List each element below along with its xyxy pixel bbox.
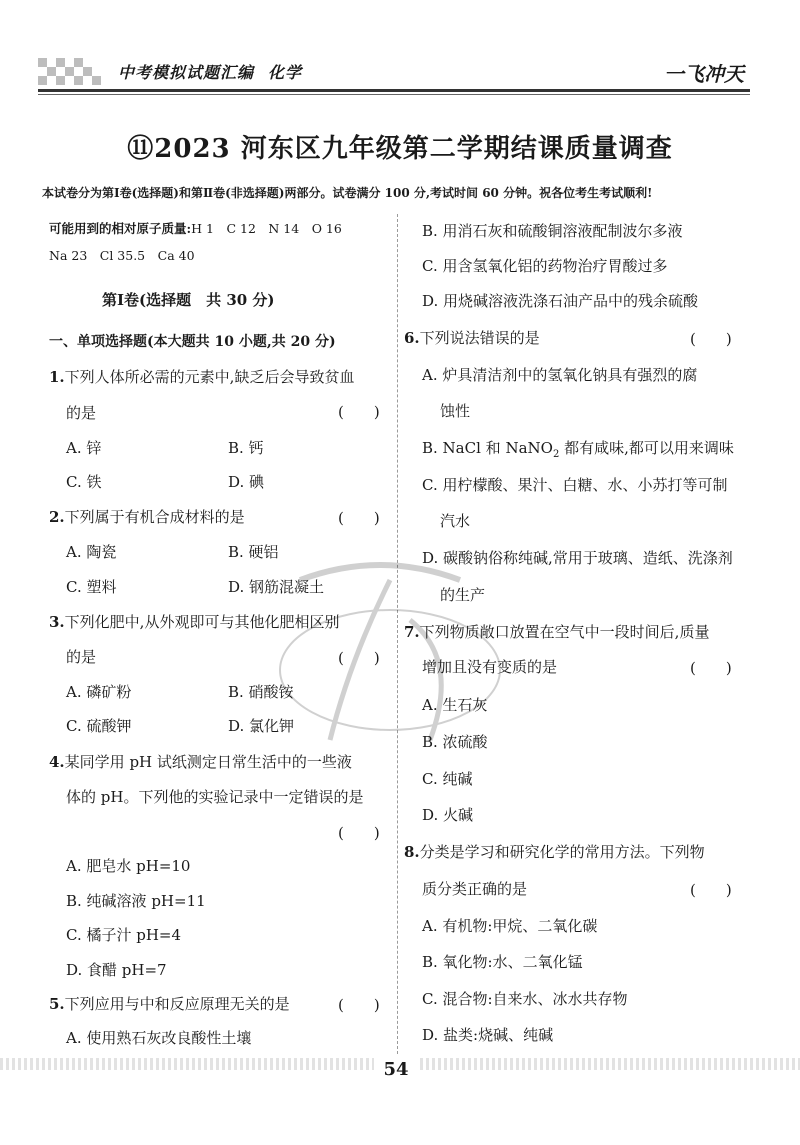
answer-blank-4[interactable]: ( ) [338,824,380,842]
subject-label: 化学 [268,63,303,82]
atomic-mass-line1: H 1 C 12 N 14 O 16 [191,221,342,236]
exam-title: ⑪2023 河东区九年级第二学期结课质量调查 [127,134,673,164]
q1-option-c: C. 铁 [66,473,102,491]
q4-option-d: D. 食醋 pH=7 [66,961,167,979]
question-2: 2.下列属于有机合成材料的是 [49,508,245,526]
header-rule-thin [38,94,750,95]
question-7-cont: 增加且没有变质的是 [422,658,558,676]
answer-blank-8[interactable]: ( ) [690,881,732,899]
exam-instructions: 本试卷分为第Ⅰ卷(选择题)和第Ⅱ卷(非选择题)两部分。试卷满分 100 分,考试时间 60 分钟。祝各位考生考试顺利! [42,186,653,200]
q4-option-a: A. 肥皂水 pH=10 [66,857,191,875]
question-8-cont: 质分类正确的是 [422,880,528,898]
q1-option-d: D. 碘 [228,473,265,491]
part-one-title: 第Ⅰ卷(选择题 共 30 分) [102,291,275,309]
q5-option-a: A. 使用熟石灰改良酸性土壤 [66,1029,252,1047]
answer-blank-6[interactable]: ( ) [690,330,732,348]
q6-option-a: A. 炉具清洁剂中的氢氧化钠具有强烈的腐 [422,366,698,384]
answer-blank-3[interactable]: ( ) [338,649,380,667]
question-7: 7.下列物质敞口放置在空气中一段时间后,质量 [404,623,710,641]
question-3: 3.下列化肥中,从外观即可与其他化肥相区别 [49,613,340,631]
q3-option-b: B. 硝酸铵 [228,683,294,701]
q3-option-d: D. 氯化钾 [228,717,295,735]
q2-option-c: C. 塑料 [66,578,117,596]
q5-option-d: D. 用烧碱溶液洗涤石油产品中的残余硫酸 [422,292,699,310]
answer-blank-1[interactable]: ( ) [338,403,380,421]
q4-option-c: C. 橘子汁 pH=4 [66,926,182,944]
question-4: 4.某同学用 pH 试纸测定日常生活中的一些液 [49,753,352,771]
atomic-mass-label: 可能用到的相对原子质量:H 1 C 12 N 14 O 16 [49,221,342,236]
atomic-mass-line2: Na 23 Cl 35.5 Ca 40 [49,248,195,263]
q3-option-a: A. 磷矿粉 [66,683,132,701]
checker-decoration [38,58,106,88]
page-number: 54 [374,1056,418,1084]
page-header [38,56,750,96]
question-1-cont: 的是 [66,404,97,422]
q2-option-a: A. 陶瓷 [66,543,117,561]
q5-option-c: C. 用含氢氧化铝的药物治疗胃酸过多 [422,257,668,275]
q4-option-b: B. 纯碱溶液 pH=11 [66,892,206,910]
q6-option-c: C. 用柠檬酸、果汁、白糖、水、小苏打等可制 [422,476,728,494]
question-8: 8.分类是学习和研究化学的常用方法。下列物 [404,843,705,861]
q6-option-b: B. NaCl 和 NaNO$_2$ 都有咸味,都可以用来调味 [422,439,734,460]
q3-option-c: C. 硫酸钾 [66,717,132,735]
q7-option-c: C. 纯碱 [422,770,473,788]
q2-option-b: B. 硬铝 [228,543,279,561]
question-6: 6.下列说法错误的是 [404,329,540,347]
q2-option-d: D. 钢筋混凝土 [228,578,325,596]
q6-option-c-cont: 汽水 [440,512,471,530]
header-rule [38,89,750,92]
question-1: 1.下列人体所必需的元素中,缺乏后会导致贫血 [49,368,355,386]
q7-option-d: D. 火碱 [422,806,474,824]
q1-option-b: B. 钙 [228,439,264,457]
answer-blank-5[interactable]: ( ) [338,996,380,1014]
question-4-cont: 体的 pH。下列他的实验记录中一定错误的是 [66,788,364,806]
q1-option-a: A. 锌 [66,439,102,457]
question-3-cont: 的是 [66,648,97,666]
q6-option-d: D. 碳酸钠俗称纯碱,常用于玻璃、造纸、洗涤剂 [422,549,733,567]
answer-blank-2[interactable]: ( ) [338,509,380,527]
question-5: 5.下列应用与中和反应原理无关的是 [49,995,290,1013]
brand-logo: 一飞冲天 [664,62,744,86]
answer-blank-7[interactable]: ( ) [690,659,732,677]
q7-option-b: B. 浓硫酸 [422,733,488,751]
q5-option-b: B. 用消石灰和硫酸铜溶液配制波尔多液 [422,222,683,240]
q6-option-a-cont: 蚀性 [440,402,471,420]
q8-option-b: B. 氧化物:水、二氧化锰 [422,953,583,971]
book-title: 中考模拟试题汇编 化学 [118,63,303,82]
subscript: 2 [552,449,560,460]
q8-option-c: C. 混合物:自来水、冰水共存物 [422,990,628,1008]
q6-option-d-cont: 的生产 [440,586,486,604]
q8-option-a: A. 有机物:甲烷、二氧化碳 [422,917,598,935]
q8-option-d: D. 盐类:烧碱、纯碱 [422,1026,554,1044]
section-title: 一、单项选择题(本大题共 10 小题,共 20 分) [49,334,336,350]
q7-option-a: A. 生石灰 [422,696,488,714]
